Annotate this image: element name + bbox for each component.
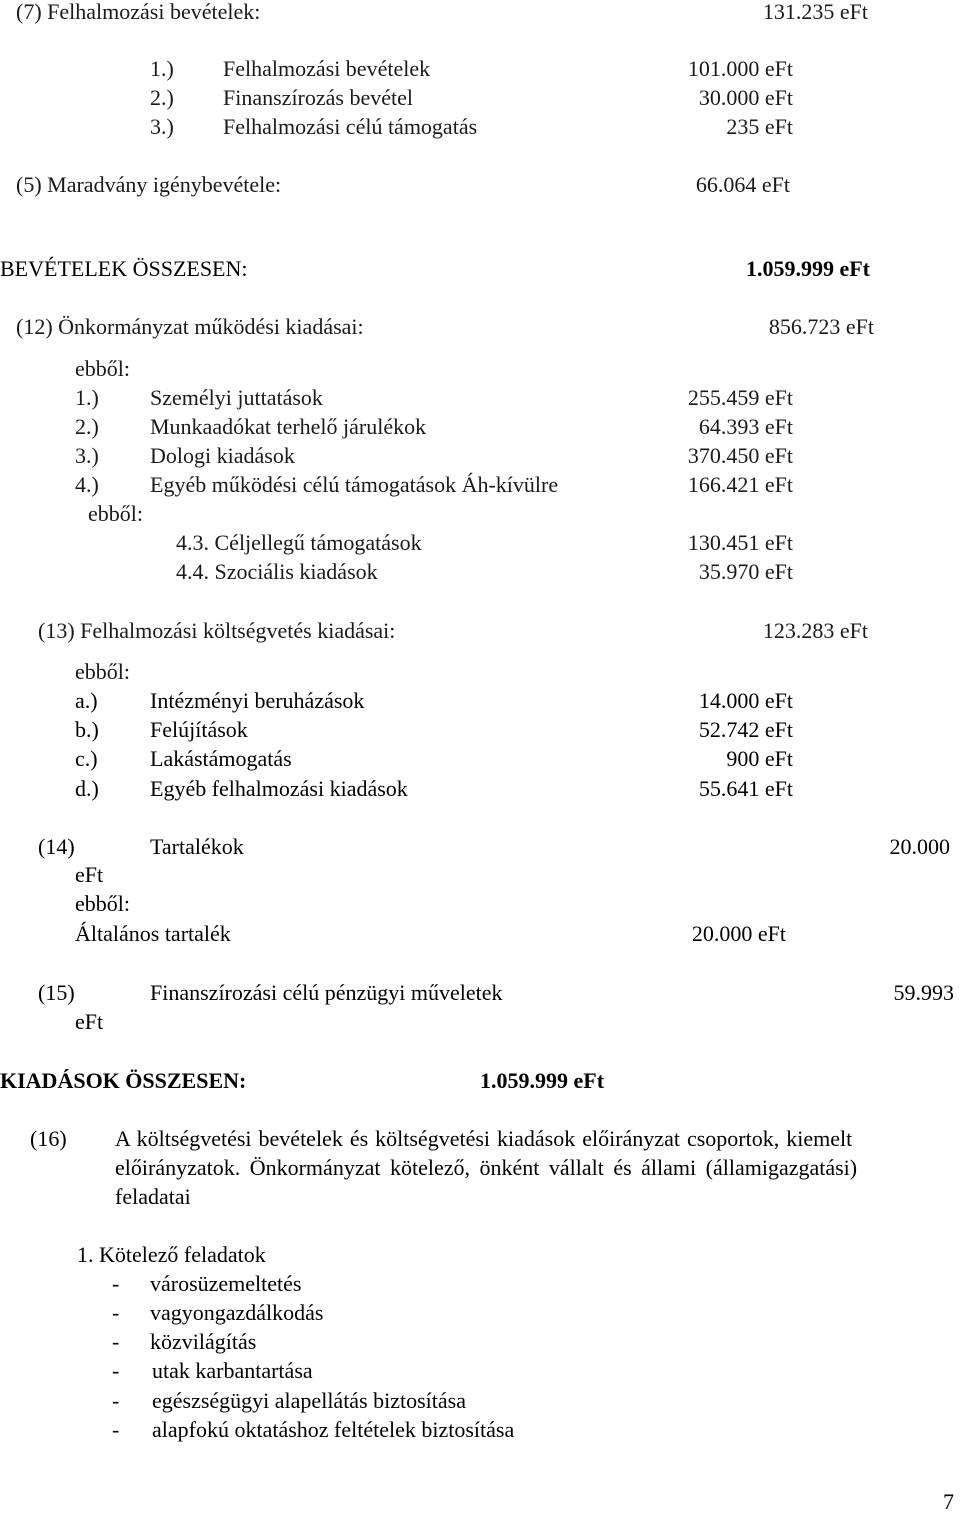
task-dash: - [112, 1358, 120, 1383]
section-14-value: 20.000 [889, 834, 950, 859]
s13-item-a-label: Intézményi beruházások [150, 688, 365, 713]
section-16-line-1: A költségvetési bevételek és költségvetési kiadások előirányzat csoportok, kiemelt [115, 1126, 853, 1151]
s7-item-2-num: 2.) [150, 85, 174, 110]
section-16-num: (16) [30, 1126, 67, 1151]
s12-ebbol: ebből: [75, 356, 130, 381]
s12-subitem-1-label: 4.3. Céljellegű támogatások [176, 530, 422, 555]
s13-ebbol: ebből: [75, 659, 130, 684]
s12-item-2-label: Munkaadókat terhelő járulékok [150, 414, 427, 439]
s12-item-2-num: 2.) [75, 414, 99, 439]
section-5-value: 66.064 eFt [695, 172, 790, 197]
s13-item-c-value: 900 eFt [726, 746, 793, 771]
s12-item-3-value: 370.450 eFt [687, 443, 793, 468]
s13-item-b-value: 52.742 eFt [698, 717, 793, 742]
section-14-num: (14) [38, 834, 75, 859]
s12-subitem-2-value: 35.970 eFt [698, 559, 793, 584]
s7-item-3-value: 235 eFt [726, 114, 793, 139]
s13-item-d-label: Egyéb felhalmozási kiadások [150, 776, 408, 801]
task-dash: - [112, 1329, 120, 1354]
s13-item-b-label: Felújítások [150, 717, 248, 742]
s12-item-1-value: 255.459 eFt [687, 385, 793, 410]
s12-item-3-num: 3.) [75, 443, 99, 468]
task-item-3: közvilágítás [150, 1329, 257, 1354]
section-15-label: Finanszírozási célú pénzügyi műveletek [150, 980, 503, 1005]
s13-item-d-num: d.) [75, 776, 99, 801]
s12-item-4-value: 166.421 eFt [687, 472, 793, 497]
task-item-4: utak karbantartása [152, 1358, 313, 1383]
section-16-line-2: előirányzatok. Önkormányzat kötelező, önként vállalt és állami (államigazgatási) [115, 1155, 858, 1180]
s13-item-d-value: 55.641 eFt [698, 776, 793, 801]
task-dash: - [112, 1300, 120, 1325]
section-5-label: (5) Maradvány igénybevétele: [16, 172, 282, 197]
s14-item-label: Általános tartalék [75, 921, 231, 946]
s12-item-1-num: 1.) [75, 385, 99, 410]
s7-item-1-label: Felhalmozási bevételek [223, 56, 431, 81]
section-16-line-3: feladatai [115, 1184, 191, 1209]
section-13-label: (13) Felhalmozási költségvetés kiadásai: [38, 618, 396, 643]
s12-subitem-1-value: 130.451 eFt [687, 530, 793, 555]
s12-subitem-2-label: 4.4. Szociális kiadások [176, 559, 378, 584]
s13-item-c-label: Lakástámogatás [150, 746, 292, 771]
task-dash: - [112, 1271, 120, 1296]
section-12-label: (12) Önkormányzat működési kiadásai: [16, 314, 364, 339]
s13-item-a-num: a.) [75, 688, 98, 713]
s12-item-1-label: Személyi juttatások [150, 385, 323, 410]
expense-total-label: KIADÁSOK ÖSSZESEN: [0, 1068, 247, 1093]
task-item-5: egészségügyi alapellátás biztosítása [152, 1388, 466, 1413]
s12-item-2-value: 64.393 eFt [698, 414, 793, 439]
task-dash: - [112, 1417, 120, 1442]
list-title: 1. Kötelező feladatok [77, 1242, 266, 1267]
s7-item-1-value: 101.000 eFt [687, 56, 793, 81]
task-dash: - [112, 1388, 120, 1413]
s12-item-4-num: 4.) [75, 472, 99, 497]
expense-total-value: 1.059.999 eFt [480, 1068, 605, 1093]
section-15-value: 59.993 [893, 980, 954, 1005]
s14-item-value: 20.000 eFt [691, 921, 786, 946]
s7-item-1-num: 1.) [150, 56, 174, 81]
section-7-value: 131.235 eFt [762, 0, 868, 24]
task-item-2: vagyongazdálkodás [150, 1300, 324, 1325]
section-7-label: (7) Felhalmozási bevételek: [16, 0, 261, 24]
section-14-value-unit: eFt [75, 862, 104, 887]
income-total-label: BEVÉTELEK ÖSSZESEN: [0, 256, 248, 281]
section-14-label: Tartalékok [150, 834, 244, 859]
s7-item-2-value: 30.000 eFt [698, 85, 793, 110]
s7-item-2-label: Finanszírozás bevétel [223, 85, 413, 110]
s12-sub-ebbol: ebből: [88, 501, 143, 526]
section-12-value: 856.723 eFt [768, 314, 874, 339]
section-13-value: 123.283 eFt [762, 618, 868, 643]
section-15-num: (15) [38, 980, 75, 1005]
s13-item-a-value: 14.000 eFt [698, 688, 793, 713]
s12-item-3-label: Dologi kiadások [150, 443, 295, 468]
s12-item-4-label: Egyéb működési célú támogatások Áh-kívülre [150, 472, 559, 497]
s13-item-b-num: b.) [75, 717, 99, 742]
income-total-value: 1.059.999 eFt [745, 256, 870, 281]
task-item-6: alapfokú oktatáshoz feltételek biztosítása [152, 1417, 515, 1442]
task-item-1: városüzemeltetés [150, 1271, 302, 1296]
page-number: 7 [943, 1489, 954, 1514]
s14-ebbol: ebből: [75, 891, 130, 916]
s7-item-3-num: 3.) [150, 114, 174, 139]
section-15-value-unit: eFt [75, 1009, 104, 1034]
s7-item-3-label: Felhalmozási célú támogatás [223, 114, 478, 139]
s13-item-c-num: c.) [75, 746, 98, 771]
